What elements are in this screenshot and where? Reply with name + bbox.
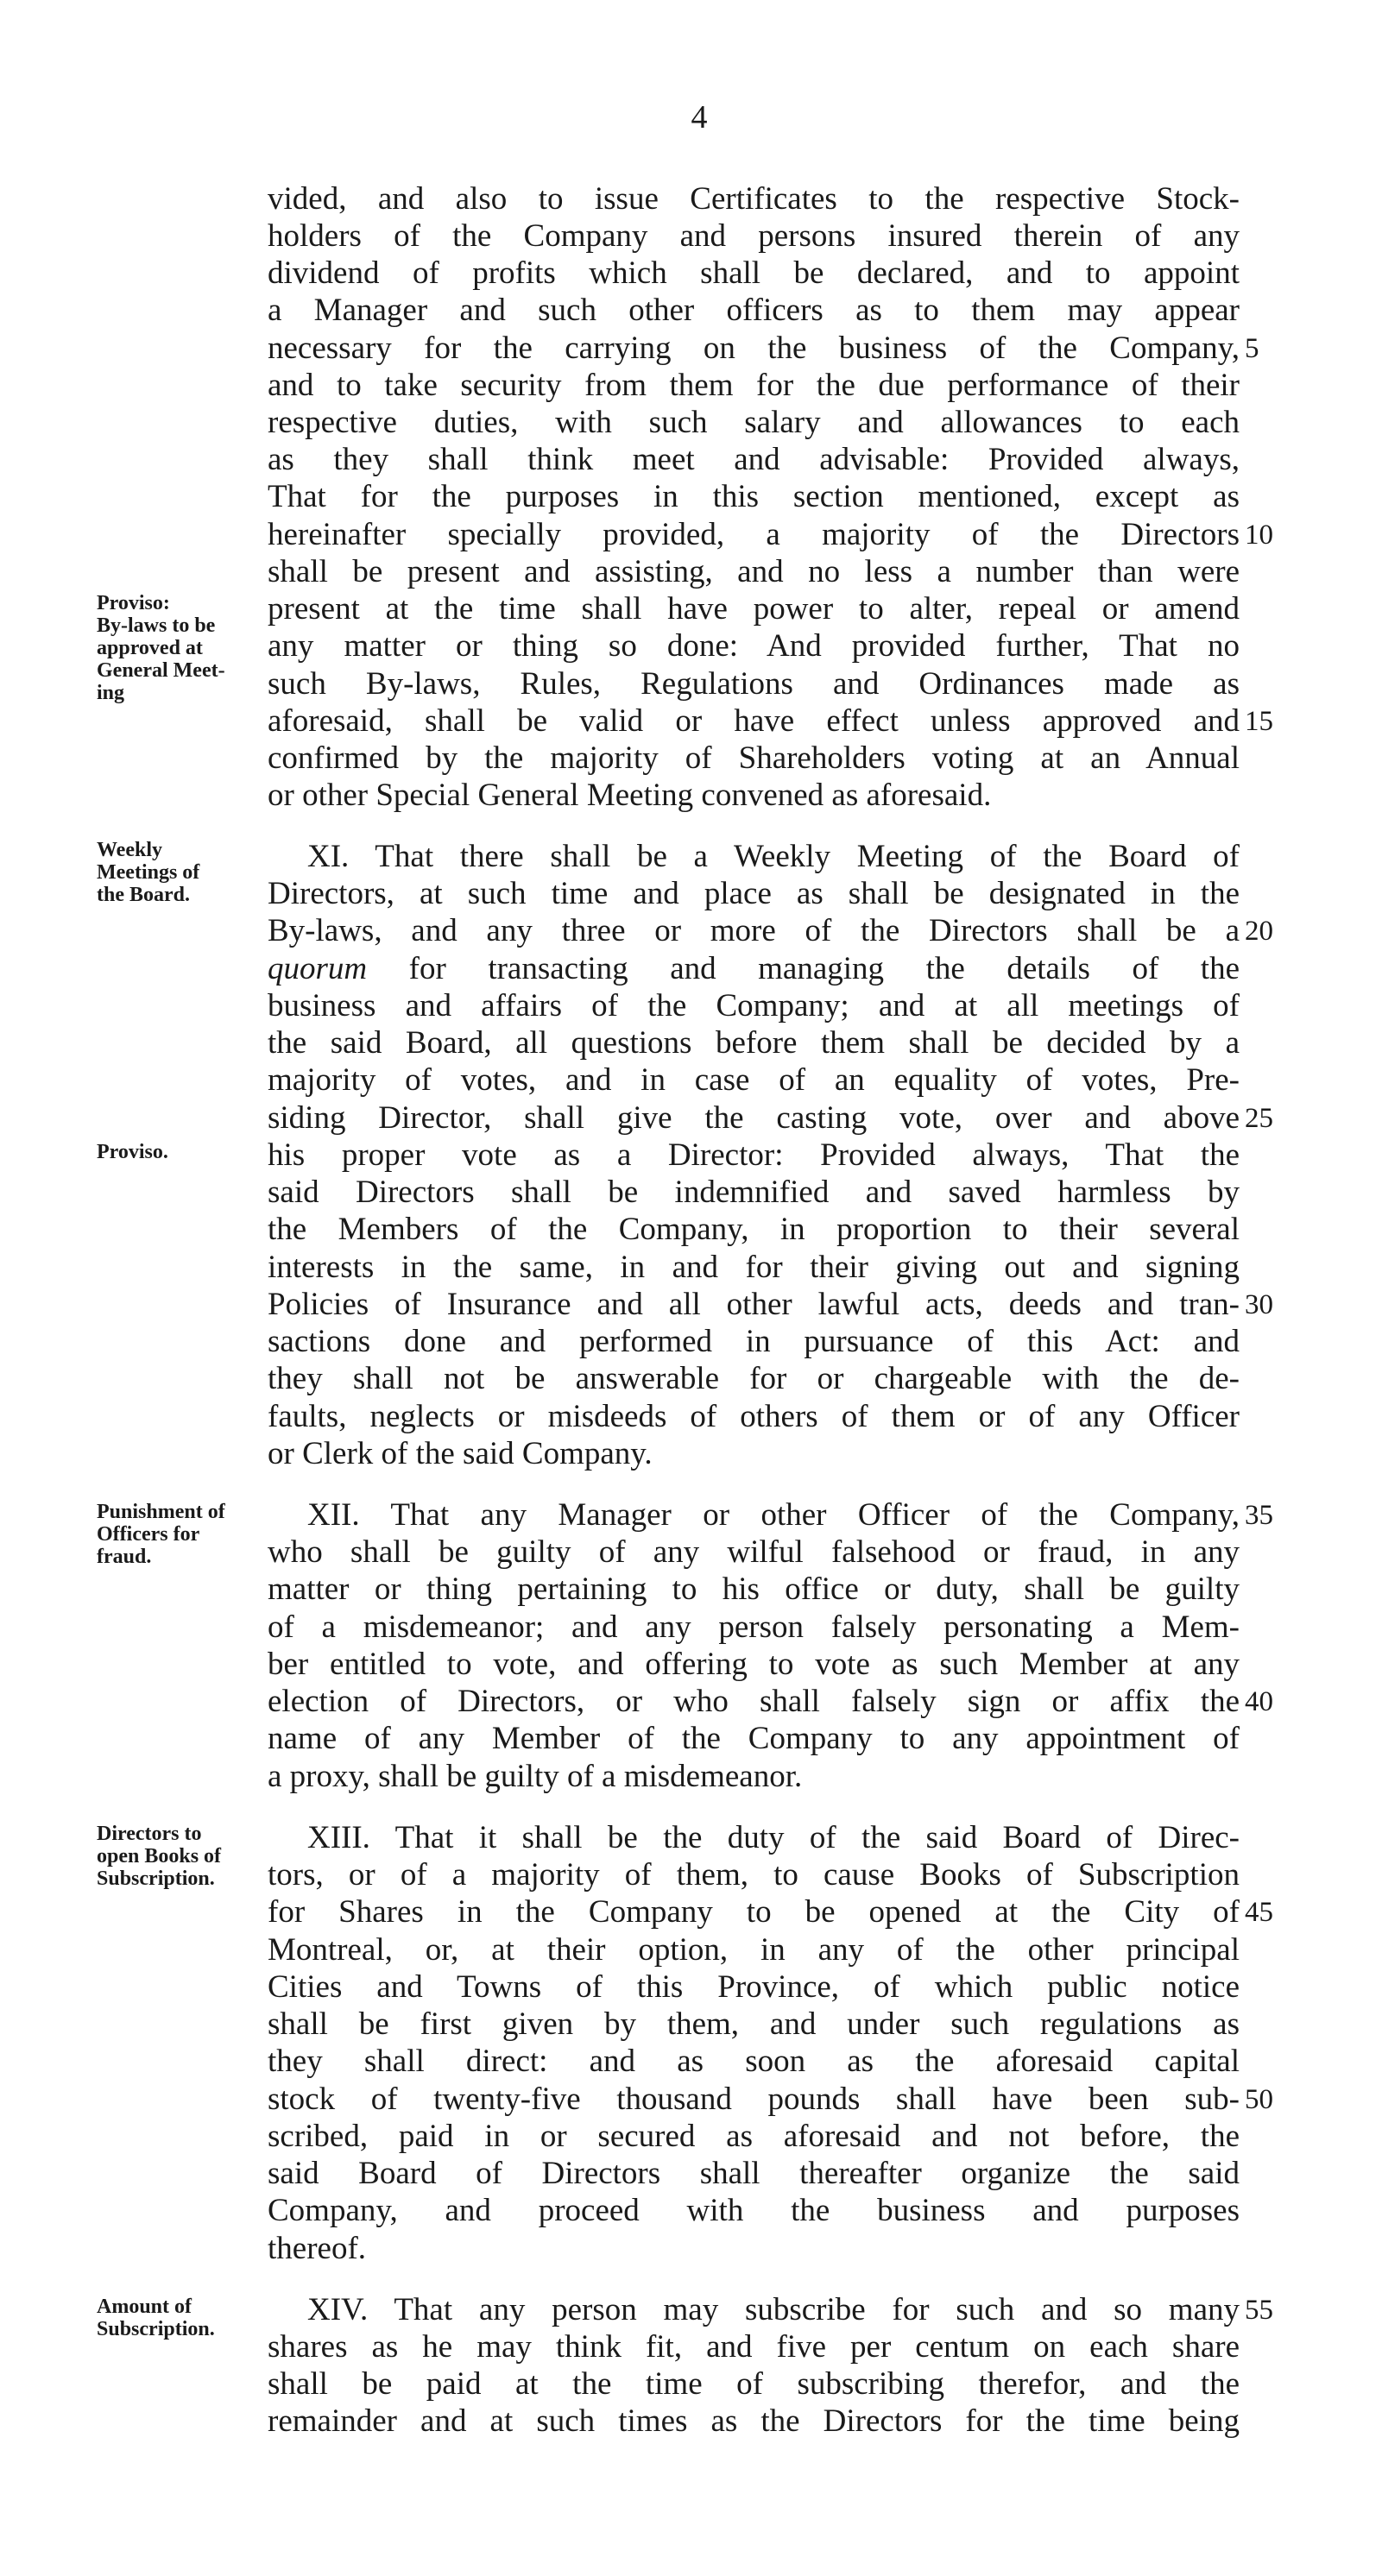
- text-line: Company, and proceed with the business and purposes: [268, 2193, 1240, 2228]
- line-number: 55: [1245, 2295, 1273, 2326]
- text-line: said Board of Directors shall thereafter organize the said: [268, 2156, 1240, 2191]
- text-line: a Manager and such other officers as to them may appear: [268, 293, 1240, 328]
- text-line: or other Special General Meeting convened as aforesaid.: [268, 778, 992, 813]
- line-number: 10: [1245, 520, 1273, 551]
- text-line: dividend of profits which shall be declared, and to appoint: [268, 255, 1240, 291]
- text-line: of a misdemeanor; and any person falsely personating a Mem-: [268, 1609, 1240, 1645]
- text-line: and to take security from them for the due performance of their: [268, 368, 1240, 403]
- text-line: XIII. That it shall be the duty of the said Board of Direc-: [307, 1820, 1240, 1855]
- text-line: shares as he may think fit, and five per centum on each share: [268, 2329, 1240, 2365]
- margin-note: [97, 1823, 269, 1890]
- text-line: or Clerk of the said Company.: [268, 1436, 653, 1471]
- margin-note-line: Proviso.: [97, 1141, 168, 1163]
- margin-note-line: General Meet-: [97, 659, 225, 682]
- margin-note-line: fraud.: [97, 1546, 152, 1568]
- margin-note-line: Subscription.: [97, 1867, 215, 1890]
- margin-note-line: Proviso:: [97, 592, 170, 614]
- margin-note-line: Subscription.: [97, 2318, 215, 2340]
- text-line: majority of votes, and in case of an equality of votes, Pre-: [268, 1062, 1240, 1098]
- text-line: present at the time shall have power to alter, repeal or amend: [268, 591, 1240, 627]
- text-line: That for the purposes in this section mentioned, except as: [268, 479, 1240, 514]
- text-line: business and affairs of the Company; and at all meetings of: [268, 988, 1240, 1023]
- text-line: shall be present and assisting, and no less a number than were: [268, 554, 1240, 589]
- text-line: shall be first given by them, and under such regulations as: [268, 2006, 1240, 2042]
- margin-note-line: Punishment of: [97, 1501, 225, 1523]
- margin-note-line: Amount of: [97, 2296, 192, 2318]
- text-line: tors, or of a majority of them, to cause Books of Subscription: [268, 1857, 1240, 1893]
- line-number: 20: [1245, 916, 1273, 947]
- text-line: XI. That there shall be a Weekly Meeting of the Board of: [307, 839, 1240, 874]
- text-line: said Directors shall be indemnified and saved harmless by: [268, 1175, 1240, 1210]
- text-line: matter or thing pertaining to his office or duty, shall be guilty: [268, 1571, 1240, 1607]
- text-line: faults, neglects or misdeeds of others of them or of any Officer: [268, 1399, 1240, 1434]
- text-line: as they shall think meet and advisable: Provided always,: [268, 442, 1240, 477]
- margin-note-line: open Books of: [97, 1845, 222, 1867]
- text-line: XII. That any Manager or other Officer of the Company,: [307, 1497, 1240, 1533]
- margin-note-line: approved at: [97, 637, 203, 659]
- margin-note: [97, 592, 269, 704]
- margin-note-line: Weekly: [97, 839, 162, 861]
- text-line: the Members of the Company, in proportion to their several: [268, 1212, 1240, 1247]
- text-line: name of any Member of the Company to any appointment of: [268, 1721, 1240, 1756]
- text-line: the said Board, all questions before them shall be decided by a: [268, 1025, 1240, 1061]
- text-line: Policies of Insurance and all other lawful acts, deeds and tran-: [268, 1287, 1240, 1322]
- line-number: 40: [1245, 1686, 1273, 1717]
- text-line: his proper vote as a Director: Provided always, That the: [268, 1137, 1240, 1173]
- line-number: 5: [1245, 333, 1259, 364]
- line-number: 25: [1245, 1103, 1273, 1134]
- text-line: confirmed by the majority of Shareholders voting at an Annual: [268, 740, 1240, 776]
- text-line: By-laws, and any three or more of the Directors shall be a: [268, 913, 1240, 948]
- text-line: Montreal, or, at their option, in any of the other principal: [268, 1932, 1240, 1968]
- text-line: they shall direct: and as soon as the aforesaid capital: [268, 2044, 1240, 2079]
- text-line: thereof.: [268, 2231, 367, 2266]
- line-number: 45: [1245, 1897, 1273, 1928]
- margin-note-line: ing: [97, 682, 125, 704]
- margin-note-line: Directors to: [97, 1823, 202, 1845]
- text-line: vided, and also to issue Certificates to the respective Stock-: [268, 181, 1240, 217]
- text-line: Directors, at such time and place as shall be designated in the: [268, 876, 1240, 911]
- text-line: interests in the same, in and for their giving out and signing: [268, 1250, 1240, 1285]
- margin-note: [97, 1501, 269, 1568]
- text-line: shall be paid at the time of subscribing therefor, and the: [268, 2366, 1240, 2402]
- line-number: 30: [1245, 1289, 1273, 1320]
- text-line: stock of twenty-five thousand pounds shall have been sub-: [268, 2082, 1240, 2117]
- text-line: holders of the Company and persons insured therein of any: [268, 218, 1240, 254]
- text-line: remainder and at such times as the Directors for the time being: [268, 2403, 1240, 2439]
- text-line: Cities and Towns of this Province, of which public notice: [268, 1969, 1240, 2005]
- margin-note-line: By-laws to be: [97, 614, 216, 637]
- line-number: 50: [1245, 2084, 1273, 2115]
- text-line: they shall not be answerable for or chargeable with the de-: [268, 1361, 1240, 1396]
- text-line: such By-laws, Rules, Regulations and Ordinances made as: [268, 666, 1240, 702]
- text-line: any matter or thing so done: And provided further, That no: [268, 628, 1240, 664]
- margin-note-line: the Board.: [97, 884, 190, 906]
- text-line: sactions done and performed in pursuance of this Act: and: [268, 1324, 1240, 1359]
- text-line: ber entitled to vote, and offering to vote as such Member at any: [268, 1647, 1240, 1682]
- margin-note-line: Meetings of: [97, 861, 200, 884]
- margin-note: [97, 839, 269, 906]
- line-number: 35: [1245, 1500, 1273, 1531]
- text-line: XIV. That any person may subscribe for such and so many: [307, 2292, 1240, 2327]
- text-line: necessary for the carrying on the business of the Company,: [268, 331, 1240, 366]
- text-line: siding Director, shall give the casting vote, over and above: [268, 1100, 1240, 1136]
- margin-note: [97, 2296, 269, 2340]
- text-line: for Shares in the Company to be opened at the City of: [268, 1894, 1240, 1930]
- line-number: 15: [1245, 706, 1273, 737]
- text-line: a proxy, shall be guilty of a misdemeanor.: [268, 1759, 803, 1794]
- text-line: respective duties, with such salary and allowances to each: [268, 405, 1240, 440]
- margin-note-line: Officers for: [97, 1523, 200, 1546]
- text-line: election of Directors, or who shall falsely sign or affix the: [268, 1684, 1240, 1719]
- text-line: scribed, paid in or secured as aforesaid and not before, the: [268, 2119, 1240, 2154]
- text-line: who shall be guilty of any wilful falsehood or fraud, in any: [268, 1534, 1240, 1570]
- text-line: hereinafter specially provided, a majority of the Directors: [268, 517, 1240, 552]
- text-line: aforesaid, shall be valid or have effect unless approved and: [268, 703, 1240, 739]
- page-number: 4: [691, 99, 708, 135]
- margin-note: [97, 1141, 269, 1163]
- text-line: quorum for transacting and managing the details of the: [268, 951, 1240, 986]
